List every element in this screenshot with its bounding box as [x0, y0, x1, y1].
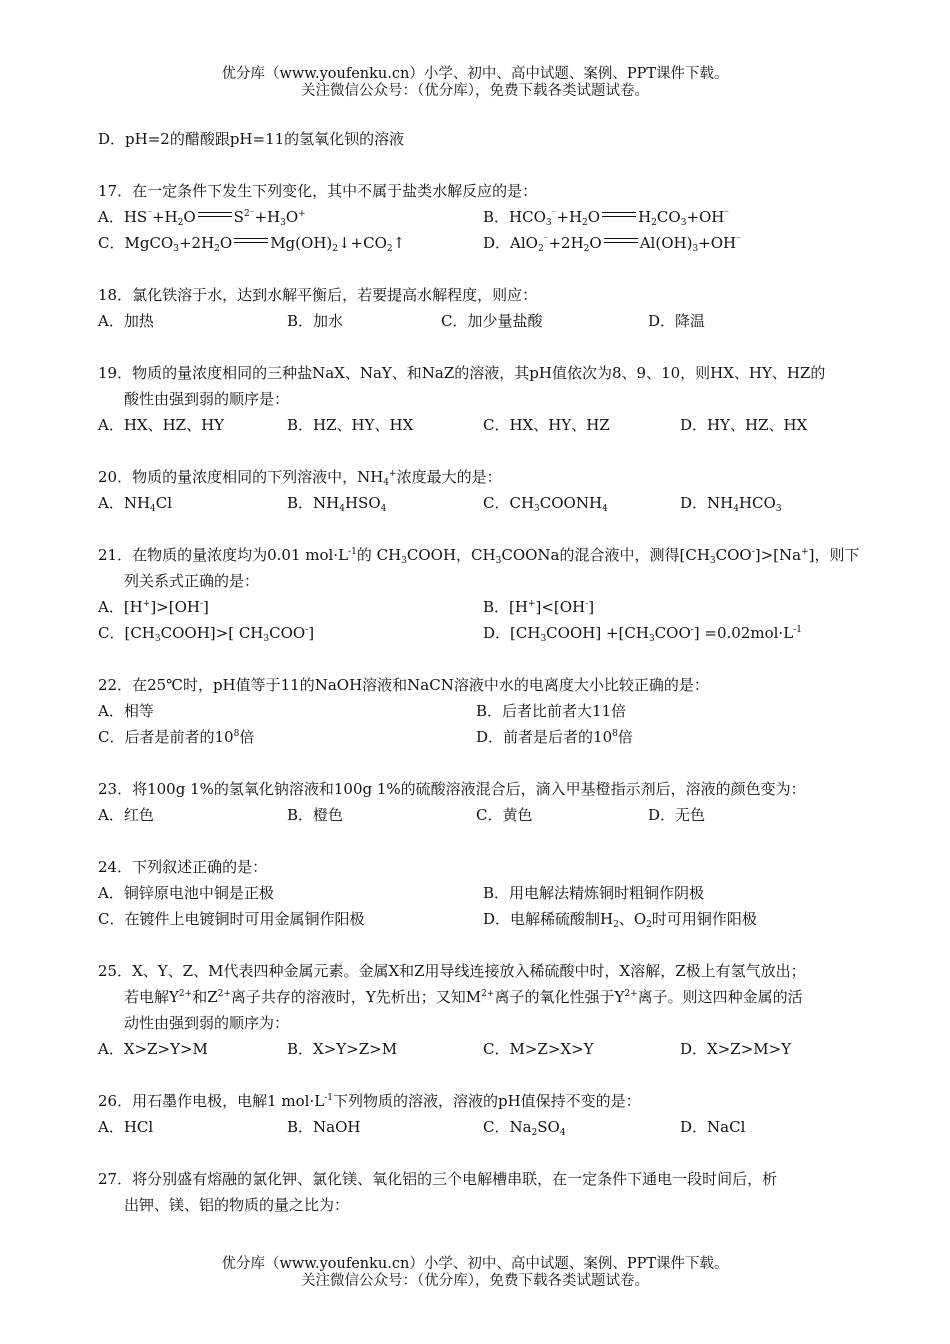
q25-stem-line3: 动性由强到弱的顺序为：	[124, 1014, 290, 1032]
q19-option-d: D．HY、HZ、HX	[680, 416, 808, 434]
q19-option-b: B．HZ、HY、HX	[287, 416, 414, 434]
q24-option-d: D．电解稀硫酸制$H_2$、$O_2$时可用铜作阳极	[483, 910, 757, 930]
q17-option-a: A．$HS^{^-}+H_2O$ $S^{2^-}+H_3O^+$	[98, 208, 306, 228]
q18-stem: 18．氯化铁溶于水，达到水解平衡后，若要提高水解程度，则应：	[98, 286, 538, 304]
q22-option-b: B．后者比前者大11倍	[476, 702, 627, 720]
q18-option-c: C．加少量盐酸	[441, 312, 543, 330]
q27-stem-line2: 出钾、镁、铝的物质的量之比为：	[124, 1196, 350, 1214]
q24-stem: 24．下列叙述正确的是：	[98, 858, 268, 876]
q20-option-d: D．$NH_4HCO_3$	[680, 494, 782, 514]
q26-option-b: B．NaOH	[287, 1118, 361, 1136]
equilibrium-sign	[198, 210, 232, 220]
q18-option-a: A．加热	[98, 312, 154, 330]
q23-option-d: D．无色	[648, 806, 706, 824]
q25-option-a: A．X>Z>Y>M	[98, 1040, 208, 1058]
q24-option-b: B．用电解法精炼铜时粗铜作阴极	[483, 884, 705, 902]
q20-option-a: A．$NH_4Cl$	[98, 494, 173, 514]
q21-option-a: A．[H+]>[OH-]	[98, 598, 209, 616]
q26-option-a: A．HCl	[98, 1118, 154, 1136]
page-header	[0, 66, 950, 100]
q17-option-b: B．$HCO_3^{^-}+H_2O$ $H_2CO_3+OH^{^-}$	[483, 208, 730, 228]
q16-option-d: D．pH=2的醋酸跟pH=11的氢氧化钡的溶液	[98, 130, 405, 148]
q18-option-d: D．降温	[648, 312, 706, 330]
q22-option-a: A．相等	[98, 702, 154, 720]
q21-option-b: B．[H+]<[OH-]	[483, 598, 595, 616]
q25-stem-line2: 若电解$Y^{2+}$和$Z^{2+}$离子共存的溶液时，Y先析出；又知$M^{2+}$离子的氧化性强于$Y^{2+}$离子。则这四种金属的活	[124, 988, 803, 1006]
q25-option-d: D．X>Z>M>Y	[680, 1040, 792, 1058]
q22-stem: 22．在25℃时，pH值等于11的NaOH溶液和NaCN溶液中水的电离度大小比较正确的是：	[98, 676, 709, 694]
q24-option-a: A．铜锌原电池中铜是正极	[98, 884, 274, 902]
equilibrium-sign	[602, 210, 636, 220]
q19-stem-line2: 酸性由强到弱的顺序是：	[124, 390, 290, 408]
q22-option-c: C．后者是前者的$10^8$倍	[98, 728, 255, 746]
q21-option-d: D．$[CH_3COOH] +[CH_3COO^-] =0.02mol\cdot L^{-1}$	[483, 624, 802, 644]
q23-option-c: C．黄色	[476, 806, 533, 824]
q20-option-b: B．$NH_4HSO_4$	[287, 494, 387, 514]
q26-stem: 26．用石墨作电极，电解1 $mol\cdot L^{-1}$下列物质的溶液，溶液的pH值保持不变的是：	[98, 1092, 641, 1110]
q22-option-d: D．前者是后者的$10^8$倍	[476, 728, 633, 746]
q20-option-c: C．$CH_3COONH_4$	[483, 494, 608, 514]
q18-option-b: B．加水	[287, 312, 344, 330]
equilibrium-sign	[234, 236, 268, 246]
q17-option-d: D．$AlO_2^{^-}+2H_2O$ $Al(OH)_3+OH^{^-}$	[483, 234, 741, 254]
q25-stem-line1: 25．X、Y、Z、M代表四种金属元素。金属X和Z用导线连接放入稀硫酸中时，X溶解，Z极上有氢气放出；	[98, 962, 806, 980]
q23-option-a: A．红色	[98, 806, 154, 824]
q21-option-c: C．$[CH_3COOH]>$[ $CH_3COO^-$]	[98, 624, 315, 644]
footer-line-1: 优分库（www.youfenku.cn）小学、初中、高中试题、案例、PPT课件下载。	[221, 1256, 729, 1272]
page-footer	[0, 1256, 950, 1290]
q17-option-c: C．$MgCO_3+2H_2O$ $Mg(OH)_2↓+CO_2↑$	[98, 234, 406, 254]
q19-stem-line1: 19．物质的量浓度相同的三种盐NaX、NaY、和NaZ的溶液，其pH值依次为8、9、10，则HX、HY、HZ的	[98, 364, 826, 382]
q21-stem-line2: 列关系式正确的是：	[124, 572, 260, 590]
q17-stem: 17．在一定条件下发生下列变化，其中不属于盐类水解反应的是：	[98, 182, 538, 200]
header-line-1: 优分库（www.youfenku.cn）小学、初中、高中试题、案例、PPT课件下载。	[221, 66, 729, 82]
q19-option-c: C．HX、HY、HZ	[483, 416, 610, 434]
q23-option-b: B．橙色	[287, 806, 344, 824]
equilibrium-sign	[604, 236, 638, 246]
q25-option-c: C．M>Z>X>Y	[483, 1040, 594, 1058]
q25-option-b: B．X>Y>Z>M	[287, 1040, 398, 1058]
q23-stem: 23．将100g 1%的氢氧化钠溶液和100g 1%的硫酸溶液混合后，滴入甲基橙指示剂后，溶液的颜色变为：	[98, 780, 806, 798]
q21-stem-line1: 21．在物质的量浓度均为0.01 $mol\cdot L^{-1}$的 $CH_3COOH$，$CH_3COONa$的混合液中，测得$[CH_3COO^-]>[Na^+]$，则下	[98, 546, 860, 566]
header-line-2: 关注微信公众号：（优分库），免费下载各类试题试卷。	[301, 83, 649, 99]
q27-stem-line1: 27．将分别盛有熔融的氯化钾、氯化镁、氧化铝的三个电解槽串联，在一定条件下通电一段时间后，析	[98, 1170, 778, 1188]
footer-line-2: 关注微信公众号：（优分库），免费下载各类试题试卷。	[301, 1273, 649, 1289]
q26-option-d: D．NaCl	[680, 1118, 746, 1136]
q19-option-a: A．HX、HZ、HY	[98, 416, 225, 434]
q26-option-c: C．$Na_2SO_4$	[483, 1118, 566, 1138]
q20-stem: 20．物质的量浓度相同的下列溶液中，$NH_4^+$浓度最大的是：	[98, 468, 502, 488]
q24-option-c: C．在镀件上电镀铜时可用金属铜作阳极	[98, 910, 365, 928]
